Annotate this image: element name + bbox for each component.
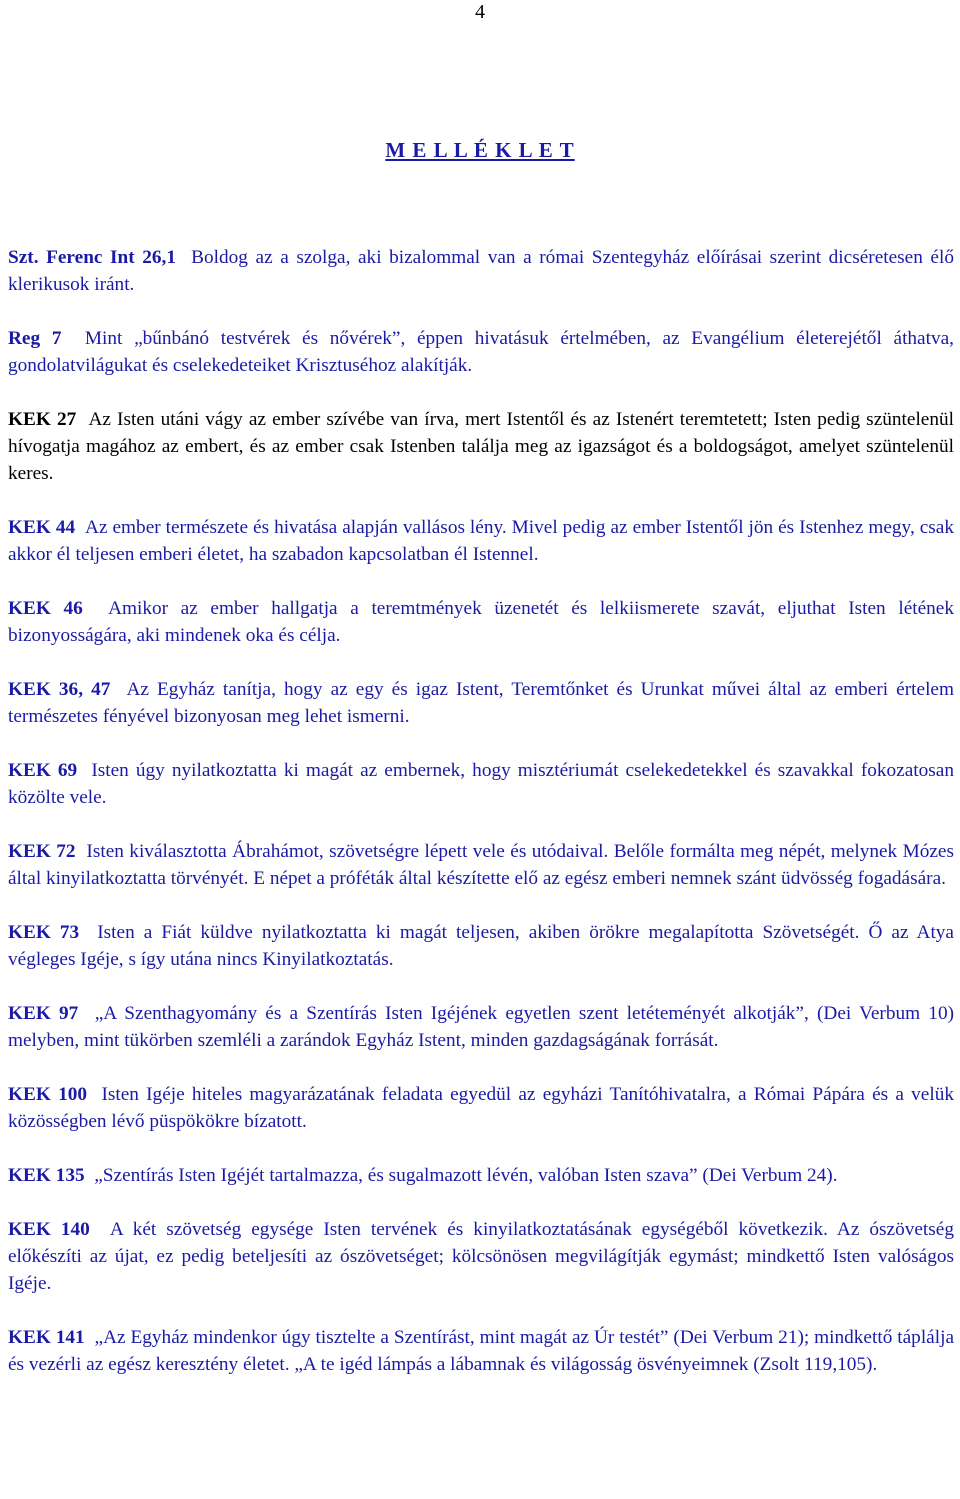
- list-item: [8, 757, 954, 811]
- page-title: M E L L É K L E T: [385, 138, 575, 162]
- entry-reference: KEK 36, 47: [8, 679, 111, 700]
- entry-reference: KEK 135: [8, 1165, 85, 1186]
- entry-text: „Szentírás Isten Igéjét tartalmazza, és sugalmazott lévén, valóban Isten szava” (Dei Verbum 24).: [94, 1165, 838, 1186]
- entry-text: Isten kiválasztotta Ábrahámot, szövetségre lépett vele és utódaival. Belőle formálta meg népét, melynek Mózes által kinyilatkoztatta törvényét. E népet a próféták által készítette elő az egész emberi nemnek szánt üdvösség fogadására.: [8, 841, 954, 889]
- entry-reference: Szt. Ferenc Int 26,1: [8, 247, 177, 268]
- list-item: [8, 1162, 954, 1189]
- list-item: [8, 514, 954, 568]
- entry-reference: KEK 140: [8, 1219, 90, 1240]
- list-item: [8, 1081, 954, 1135]
- entry-text: „A Szenthagyomány és a Szentírás Isten Igéjének egyetlen szent letéteményét alkotják”, (Dei Verbum 10) melyben, mint tükörben szemléli a zarándok Egyház Istent, minden gazdagságának forrását.: [8, 1003, 955, 1051]
- entry-reference: KEK 44: [8, 517, 76, 538]
- list-item: [8, 1000, 954, 1054]
- entry-reference: KEK 141: [8, 1327, 85, 1348]
- entry-text: Isten Igéje hiteles magyarázatának feladata egyedül az egyházi Tanítóhivatalra, a Római Pápára és a velük közösségben lévő püspökökre bízatott.: [8, 1084, 954, 1132]
- entry-text: Az Isten utáni vágy az ember szívébe van írva, mert Istentől és az Istenért teremtetett; Isten pedig szüntelenül hívogatja magához az embert, és az ember csak Istenben találja meg az igazságot és a boldogságot, amelyet szüntelenül keres.: [8, 409, 954, 484]
- entry-reference: KEK 100: [8, 1084, 87, 1105]
- list-item: [8, 325, 954, 379]
- entry-text: Az Egyház tanítja, hogy az egy és igaz Istent, Teremtőnket és Urunkat művei által az emberi értelem természetes fényével bizonyosan meg lehet ismerni.: [8, 679, 954, 727]
- entry-text: „Az Egyház mindenkor úgy tisztelte a Szentírást, mint magát az Úr testét” (Dei Verbum 21); mindkettő táplálja és vezérli az egész keresztény életet. „A te igéd lámpás a lábamnak és világosság ösvényeimnek (Zsolt 119,105).: [8, 1327, 955, 1375]
- list-item: [8, 676, 954, 730]
- entry-reference: Reg 7: [8, 328, 62, 349]
- entry-text: Amikor az ember hallgatja a teremtmények üzenetét és lelkiismerete szavát, eljuthat Isten létének bizonyosságára, aki mindenek oka és célja.: [8, 598, 955, 646]
- page-number: 4: [475, 1, 485, 23]
- entry-text: Isten úgy nyilatkoztatta ki magát az embernek, hogy misztériumát cselekedetekkel és szavakkal fokozatosan közölte vele.: [8, 760, 954, 808]
- list-item: [8, 244, 954, 298]
- entry-text: Boldog az a szolga, aki bizalommal van a római Szentegyház előírásai szerint dicséretesen élő klerikusok iránt.: [8, 247, 954, 295]
- entry-reference: KEK 46: [8, 598, 83, 619]
- entry-list: [8, 244, 954, 1405]
- entry-reference: KEK 73: [8, 922, 80, 943]
- list-item: [8, 919, 954, 973]
- entry-text: Az ember természete és hivatása alapján vallásos lény. Mivel pedig az ember Istentől jön és Istenhez megy, csak akkor él teljesen emberi életet, ha szabadon kapcsolatban él Istennel.: [8, 517, 954, 565]
- entry-reference: KEK 72: [8, 841, 76, 862]
- entry-reference: KEK 27: [8, 409, 77, 430]
- list-item: [8, 406, 954, 487]
- list-item: [8, 1324, 954, 1378]
- list-item: [8, 838, 954, 892]
- entry-text: Mint „bűnbánó testvérek és nővérek”, éppen hivatásuk értelmében, az Evangélium életerejétől áthatva, gondolatvilágukat és cselekedeteiket Krisztuséhoz alakítják.: [8, 328, 954, 376]
- list-item: [8, 595, 954, 649]
- entry-reference: KEK 69: [8, 760, 78, 781]
- entry-reference: KEK 97: [8, 1003, 79, 1024]
- list-item: [8, 1216, 954, 1297]
- entry-text: Isten a Fiát küldve nyilatkoztatta ki magát teljesen, akiben örökre megalapította Szövetségét. Ő az Atya végleges Igéje, s így utána nincs Kinyilatkoztatás.: [8, 922, 954, 970]
- entry-text: A két szövetség egysége Isten tervének és kinyilatkoztatásának egységéből következik. Az ószövetség előkészíti az újat, ez pedig beteljesíti az ószövetséget; kölcsönösen megvilágítják egymást; mindkettő Isten valóságos Igéje.: [8, 1219, 954, 1294]
